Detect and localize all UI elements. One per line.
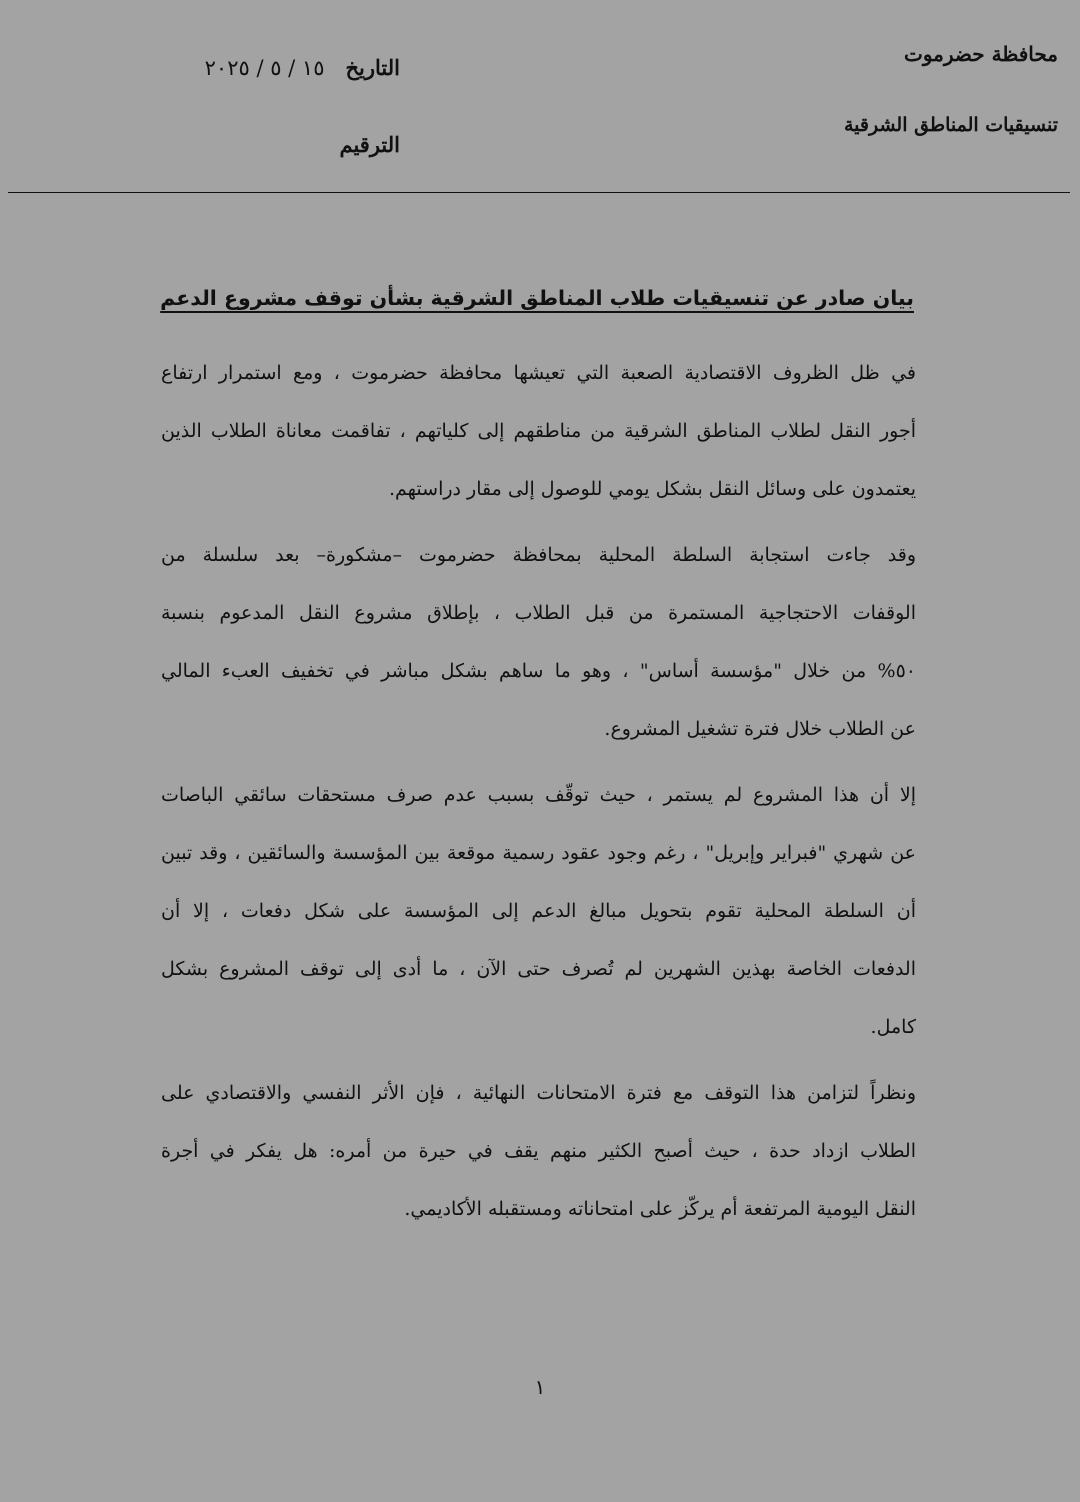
- paragraph-1: [161, 344, 916, 518]
- paragraph-line: في ظل الظروف الاقتصادية الصعبة التي تعيشها محافظة حضرموت ، ومع استمرار ارتفاع: [161, 362, 916, 384]
- paragraph-line: أن السلطة المحلية تقوم بتحويل مبالغ الدعم إلى المؤسسة على شكل دفعات ، إلا أن: [161, 900, 916, 922]
- organization-name: محافظة حضرموت: [904, 42, 1058, 66]
- header-divider: [8, 192, 1070, 193]
- date-row: [80, 48, 400, 89]
- paragraph-line: أجور النقل لطلاب المناطق الشرقية من مناطقهم إلى كلياتهم ، تفاقمت معاناة الطلاب الذين: [161, 420, 916, 442]
- reference-label: الترقيم: [339, 132, 400, 157]
- document-body: [161, 344, 916, 1246]
- date-value: ١٥ / ٥ / ٢٠٢٥: [204, 56, 325, 80]
- letterhead-right: [638, 36, 1058, 140]
- paragraph-line: الوقفات الاحتجاجية المستمرة من قبل الطلاب ، بإطلاق مشروع النقل المدعوم بنسبة: [161, 602, 916, 624]
- paragraph-line: إلا أن هذا المشروع لم يستمر ، حيث توقّف بسبب عدم صرف مستحقات سائقي الباصات: [161, 784, 916, 806]
- date-label: التاريخ: [345, 55, 400, 80]
- paragraph-line: ونظراً لتزامن هذا التوقف مع فترة الامتحانات النهائية ، فإن الأثر النفسي والاقتصادي على: [161, 1082, 916, 1104]
- paragraph-4: [161, 1064, 916, 1238]
- page-number: ١: [534, 1375, 546, 1399]
- paragraph-line: عن شهري "فبراير وإبريل" ، رغم وجود عقود رسمية موقعة بين المؤسسة والسائقين ، وقد تبين: [161, 842, 916, 864]
- letterhead-left: [80, 48, 400, 163]
- paragraph-line: عن الطلاب خلال فترة تشغيل المشروع.: [604, 718, 916, 740]
- document-title: بيان صادر عن تنسيقيات طلاب المناطق الشرقية بشأن توقف مشروع الدعم: [160, 286, 914, 310]
- paragraph-line: الدفعات الخاصة بهذين الشهرين لم تُصرف حتى الآن ، ما أدى إلى توقف المشروع بشكل: [161, 958, 916, 980]
- paragraph-line: النقل اليومية المرتفعة أم يركّز على امتحاناته ومستقبله الأكاديمي.: [404, 1198, 916, 1220]
- paragraph-2: [161, 526, 916, 758]
- paragraph-line: يعتمدون على وسائل النقل بشكل يومي للوصول إلى مقار دراستهم.: [388, 478, 916, 500]
- paragraph-line: ٥٠% من خلال "مؤسسة أساس" ، وهو ما ساهم بشكل مباشر في تخفيف العبء المالي: [161, 660, 916, 682]
- paragraph-line: وقد جاءت استجابة السلطة المحلية بمحافظة حضرموت –مشكورة– بعد سلسلة من: [161, 544, 916, 566]
- department-name: تنسيقيات المناطق الشرقية: [843, 114, 1058, 136]
- paragraph-3: [161, 766, 916, 1056]
- paragraph-line: كامل.: [870, 1016, 916, 1038]
- paragraph-line: الطلاب ازداد حدة ، حيث أصبح الكثير منهم يقف في حيرة من أمره: هل يفكر في أجرة: [161, 1140, 916, 1162]
